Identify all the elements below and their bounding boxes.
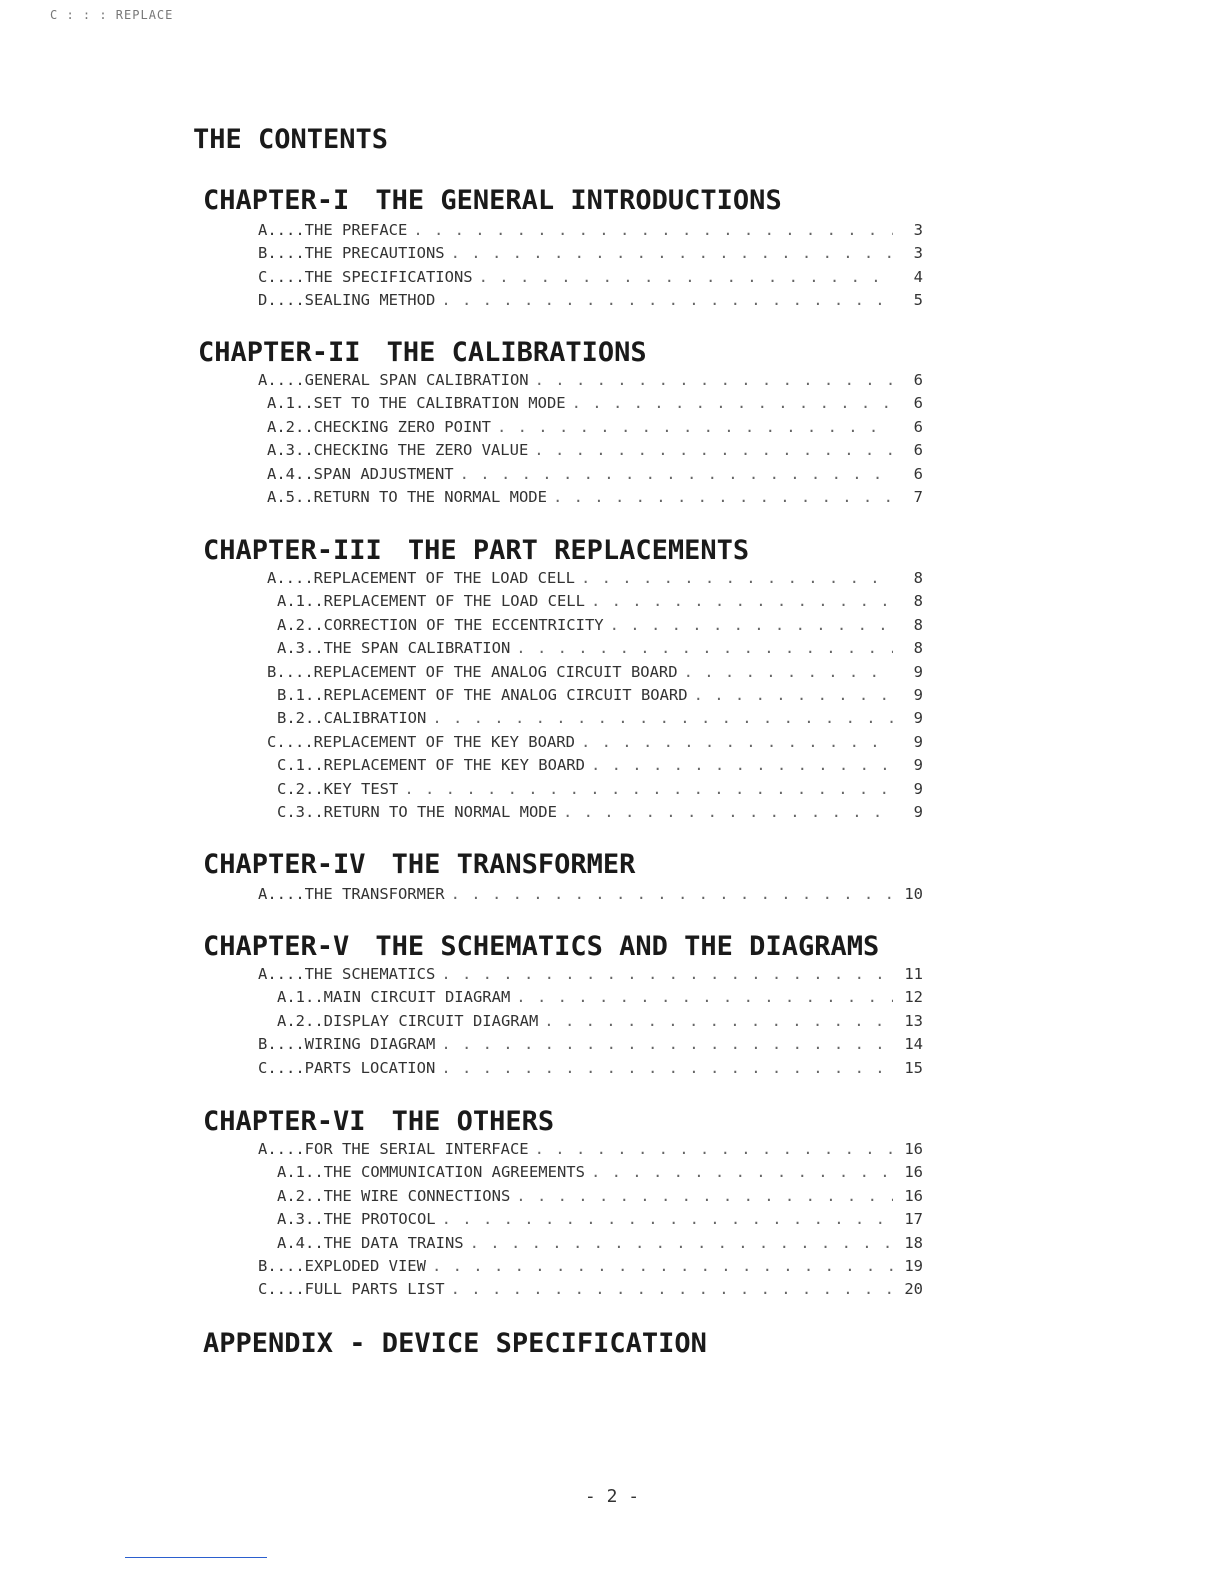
toc-entry-page: 13 [904,1011,923,1030]
dot-leader [404,780,893,798]
chapter-2 [0,335,1224,511]
chapter-4 [0,847,1224,908]
chapter-heading [203,847,1224,883]
toc-entry-page: 19 [904,1256,923,1275]
toc-entry[interactable] [258,885,923,908]
chapter-number: CHAPTER-I [203,185,350,216]
page-number: - 2 - [584,1486,640,1507]
toc-entry-page: 9 [913,802,923,821]
toc-entry-page: 7 [913,487,923,506]
toc-entry-page: 9 [913,685,923,704]
toc-entry-label: C....THE SPECIFICATIONS [258,267,473,286]
toc-entry[interactable] [277,988,923,1011]
dot-leader [460,465,893,483]
toc-entry-page: 3 [913,244,923,263]
toc-entry-label: D....SEALING METHOD [258,291,436,310]
toc-entry[interactable] [258,291,923,314]
toc-entry[interactable] [258,1140,923,1163]
toc-entry-label: C....FULL PARTS LIST [258,1280,445,1299]
dot-leader [441,291,893,309]
toc-entry-label: A.3..CHECKING THE ZERO VALUE [267,441,529,460]
toc-entry[interactable] [258,221,923,244]
dot-leader [610,616,893,634]
toc-entry-page: 9 [913,662,923,681]
chapter-name: THE SCHEMATICS AND THE DIAGRAMS [375,931,880,962]
dot-leader [432,709,893,727]
dot-leader [432,1257,893,1275]
dot-leader [516,1187,893,1205]
toc-entry[interactable] [258,371,923,394]
toc-entry[interactable] [267,394,923,417]
corner-header-text: C : : : REPLACE [50,8,174,22]
chapter-name: THE TRANSFORMER [391,849,636,880]
toc-entry-page: 6 [913,394,923,413]
toc-entry-label: A.2..DISPLAY CIRCUIT DIAGRAM [277,1011,539,1030]
dot-leader [516,988,893,1006]
chapter-1 [0,183,1224,315]
toc-entry-label: A....GENERAL SPAN CALIBRATION [258,371,529,389]
toc-entry-page: 16 [904,1163,923,1182]
toc-entry-page: 17 [904,1210,923,1229]
chapter-name: THE CALIBRATIONS [386,337,647,368]
toc-entry-label: A.2..CORRECTION OF THE ECCENTRICITY [277,615,604,634]
toc-entry-label: A.2..CHECKING ZERO POINT [267,417,491,436]
toc-entry-page: 6 [913,441,923,460]
toc-entry[interactable] [258,1059,923,1082]
toc-entry[interactable] [258,1035,923,1058]
dot-leader [413,221,893,239]
toc-entry-page: 9 [913,732,923,751]
toc-entry-label: B.1..REPLACEMENT OF THE ANALOG CIRCUIT BOARD [277,685,688,704]
toc-entry[interactable] [277,686,923,709]
toc-entry-label: A.1..REPLACEMENT OF THE LOAD CELL [277,592,585,611]
chapter-name: THE PART REPLACEMENTS [407,535,750,566]
toc-entry-page: 18 [904,1233,923,1252]
chapter-5 [0,929,1224,1082]
toc-entry-label: A....THE SCHEMATICS [258,965,436,983]
chapter-heading [203,929,1224,965]
chapter-number: CHAPTER-V [203,931,350,962]
toc-entry-page: 20 [904,1280,923,1299]
toc-entry[interactable] [277,803,923,826]
toc-entry-label: A....REPLACEMENT OF THE LOAD CELL [267,569,575,587]
toc-entry[interactable] [277,1012,923,1035]
toc-entry-page: 8 [913,569,923,587]
dot-leader [684,663,893,681]
chapter-number: CHAPTER-VI [203,1106,366,1137]
toc-entry[interactable] [267,488,923,511]
dot-leader [441,965,893,983]
toc-entry-label: A.1..MAIN CIRCUIT DIAGRAM [277,988,511,1007]
toc-entry-page: 14 [904,1035,923,1054]
toc-entry[interactable] [258,268,923,291]
chapter-6 [0,1104,1224,1304]
toc-entry-page: 4 [913,267,923,286]
toc-entry-page: 10 [904,885,923,903]
toc-entry-page: 5 [913,291,923,310]
toc-entry-label: B....THE PRECAUTIONS [258,244,445,263]
toc-entry-label: B....WIRING DIAGRAM [258,1035,436,1054]
dot-leader [553,488,893,506]
chapter-3 [0,533,1224,826]
toc-entry[interactable] [258,1257,923,1280]
dot-leader [563,803,893,821]
toc-entry-label: C.3..RETURN TO THE NORMAL MODE [277,802,557,821]
toc-entry[interactable] [267,733,923,756]
chapter-heading [203,533,1224,569]
toc-entry-label: B....REPLACEMENT OF THE ANALOG CIRCUIT BOARD [267,662,678,681]
appendix-heading: APPENDIX - DEVICE SPECIFICATION [203,1328,707,1359]
toc-entry-label: A....FOR THE SERIAL INTERFACE [258,1140,529,1158]
toc-entry[interactable] [277,592,923,615]
chapter-heading [203,183,1224,219]
dot-leader [535,371,893,389]
toc-entry[interactable] [267,418,923,441]
toc-entry-page: 3 [913,221,923,239]
toc-entry-label: A.4..THE DATA TRAINS [277,1233,464,1252]
chapter-heading [203,1104,1224,1140]
toc-entry[interactable] [277,616,923,639]
dot-leader [694,686,893,704]
dot-leader [470,1234,893,1252]
toc-entry[interactable] [267,465,923,488]
dot-leader [497,418,893,436]
toc-entry[interactable] [277,1234,923,1257]
toc-entry-page: 6 [913,464,923,483]
dot-leader [534,441,893,459]
toc-entry[interactable] [267,569,923,592]
toc-entry-label: C.2..KEY TEST [277,779,399,798]
dot-leader [591,756,893,774]
toc-entry-page: 9 [913,779,923,798]
toc-entry-page: 16 [904,1186,923,1205]
toc-entry-page: 8 [913,639,923,658]
dot-leader [572,394,893,412]
toc-entry-page: 15 [904,1058,923,1077]
toc-entry[interactable] [258,1280,923,1303]
toc-entry[interactable] [258,244,923,267]
toc-entry-page: 6 [913,417,923,436]
chapter-heading [198,335,1224,371]
toc-entry[interactable] [267,663,923,686]
footer-rule [125,1557,267,1558]
dot-leader [451,1280,893,1298]
dot-leader [442,1210,893,1228]
chapter-name: THE GENERAL INTRODUCTIONS [375,185,782,216]
toc-entry-label: A....THE TRANSFORMER [258,885,445,903]
toc-entry-page: 9 [913,709,923,728]
toc-entry-label: A.5..RETURN TO THE NORMAL MODE [267,487,547,506]
toc-entry[interactable] [277,780,923,803]
toc-entry[interactable] [277,1163,923,1186]
dot-leader [591,592,893,610]
toc-entry-page: 12 [904,988,923,1007]
dot-leader [591,1163,893,1181]
toc-entry-page: 11 [904,965,923,983]
dot-leader [479,268,893,286]
chapter-name: THE OTHERS [391,1106,555,1137]
toc-entry[interactable] [277,639,923,662]
toc-entry-label: A.1..SET TO THE CALIBRATION MODE [267,394,566,413]
toc-entry-label: A....THE PREFACE [258,221,408,239]
toc-entry[interactable] [277,756,923,779]
dot-leader [451,885,893,903]
dot-leader [441,1059,893,1077]
toc-entry[interactable] [267,441,923,464]
dot-leader [516,639,893,657]
toc-entry-label: B....EXPLODED VIEW [258,1256,426,1275]
toc-entry-page: 6 [913,371,923,389]
toc-entry-label: B.2..CALIBRATION [277,709,427,728]
toc-entry-label: A.3..THE PROTOCOL [277,1210,436,1229]
page-title: THE CONTENTS [193,124,389,155]
toc-entry[interactable] [277,1210,923,1233]
dot-leader [581,733,893,751]
toc-entry-page: 16 [904,1140,923,1158]
toc-entry-page: 8 [913,592,923,611]
chapter-number: CHAPTER-III [203,535,382,566]
toc-entry[interactable] [277,1187,923,1210]
toc-entry-page: 9 [913,756,923,775]
toc-entry[interactable] [258,965,923,988]
dot-leader [581,569,893,587]
chapter-number: CHAPTER-II [198,337,361,368]
dot-leader [451,244,893,262]
dot-leader [535,1140,893,1158]
toc-entry-label: C....REPLACEMENT OF THE KEY BOARD [267,732,575,751]
toc-entry-label: C....PARTS LOCATION [258,1058,436,1077]
toc-entry-label: A.2..THE WIRE CONNECTIONS [277,1186,511,1205]
chapter-number: CHAPTER-IV [203,849,366,880]
toc-entry-label: A.3..THE SPAN CALIBRATION [277,639,511,658]
toc-entry-label: A.4..SPAN ADJUSTMENT [267,464,454,483]
dot-leader [441,1035,893,1053]
toc-entry[interactable] [277,709,923,732]
dot-leader [544,1012,893,1030]
toc-entry-label: C.1..REPLACEMENT OF THE KEY BOARD [277,756,585,775]
toc-entry-page: 8 [913,615,923,634]
appendix-section [0,1326,1224,1362]
toc-entry-label: A.1..THE COMMUNICATION AGREEMENTS [277,1163,585,1182]
